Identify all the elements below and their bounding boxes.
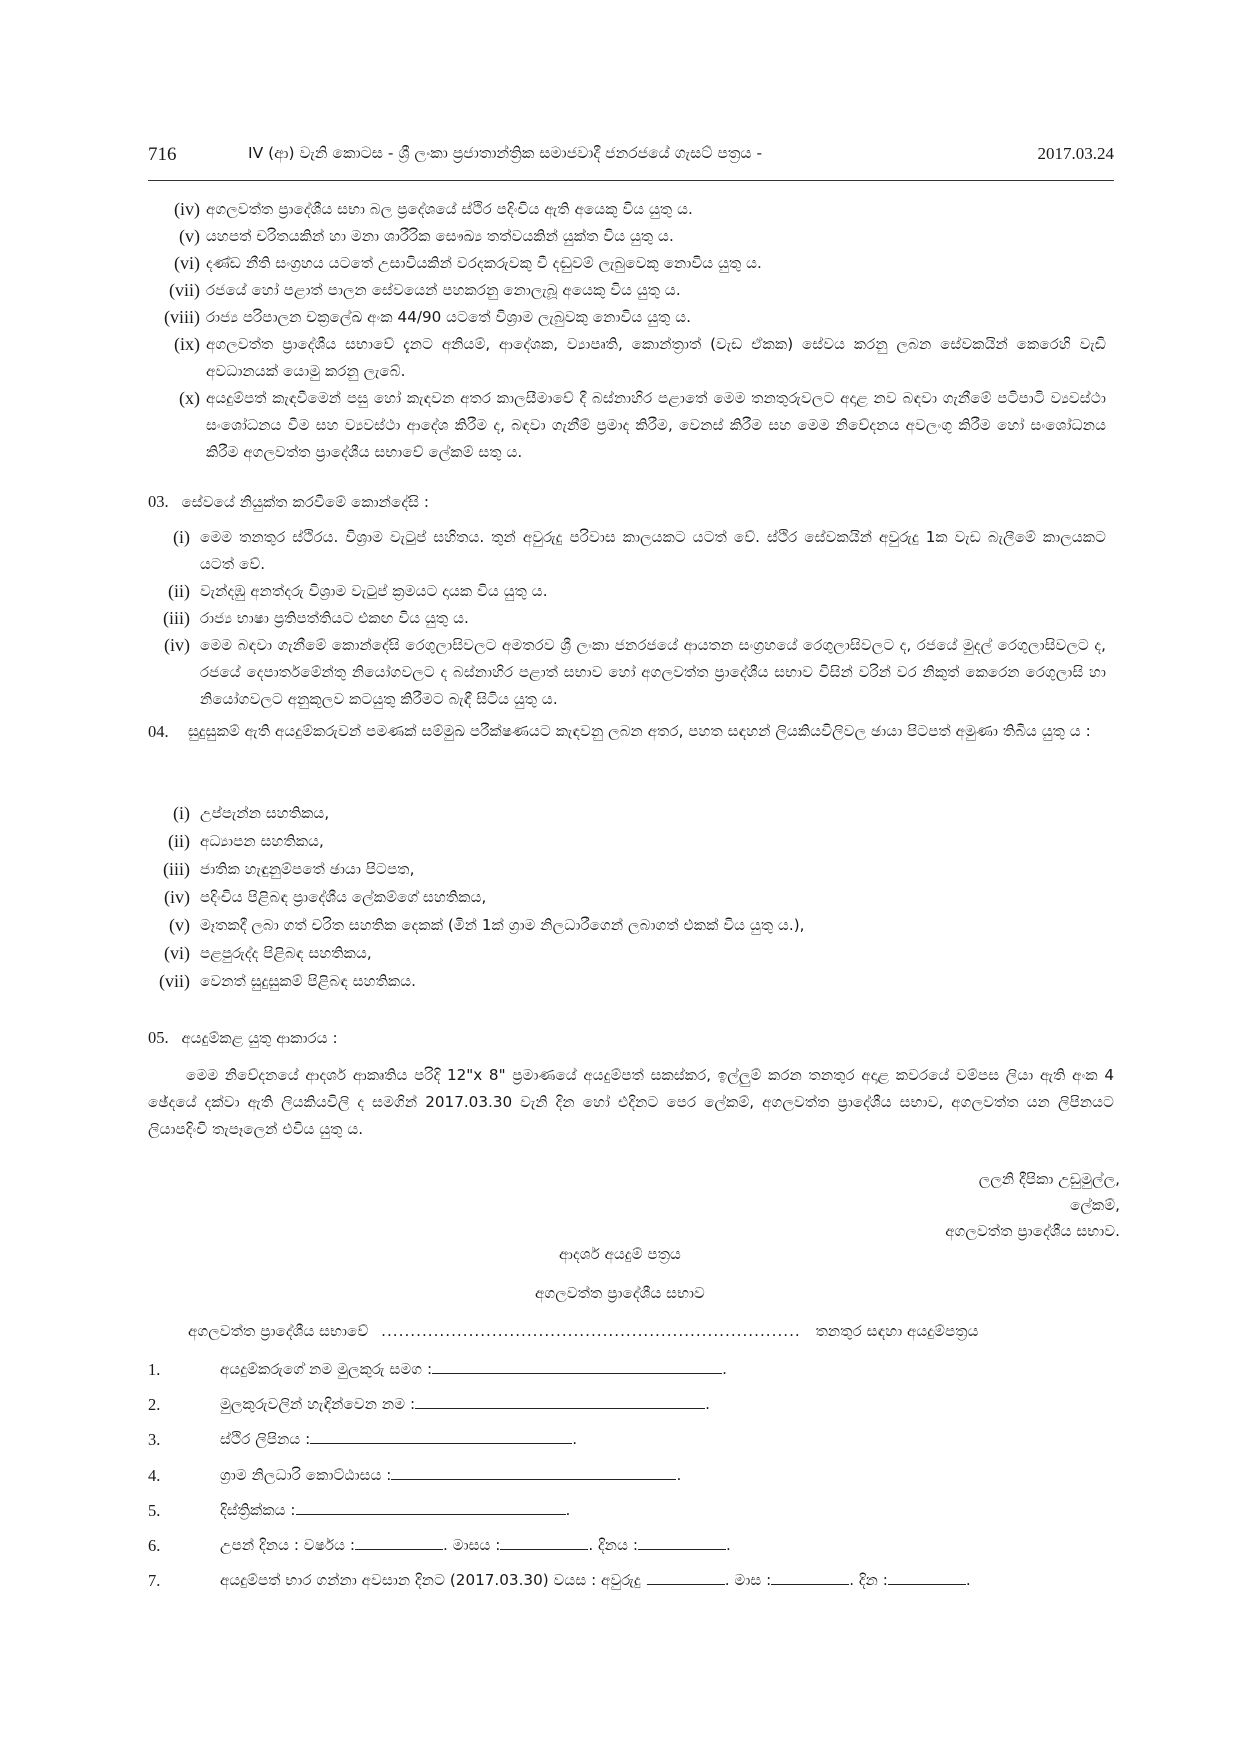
section-05-heading: 05. අයදුම්කළ යුතු ආකාරය : xyxy=(148,1028,338,1047)
section-05-body: මෙම නිවේදනයේ ආදර්ශ ආකෘතිය පරිදි 12"x 8" ප්‍රමාණයේ අයදුම්පත් සකස්කර, ඉල්ලුම් කරන තනතුර අදාළ කවරයේ වම්පස ලියා ඇති අංක 4 ඡේදයේ දක්වා ඇති ලියකියවිලි ද සමගින් 2017.03.30 වැනි දින හෝ එදිනට පෙර ලේකම්, අගලවත්ත ප්‍රාදේශීය සභාව, අගලවත්ත යන ලිපිනයට ලියාපදිංචි තැපෑලෙන් එවිය යුතු ය. xyxy=(148,1066,1114,1138)
gazette-date: 2017.03.24 xyxy=(1037,144,1114,163)
page-header xyxy=(148,142,1114,172)
birth-month-field[interactable] xyxy=(500,1537,588,1550)
district-field[interactable] xyxy=(296,1502,566,1515)
gazette-page: 716 IV (ආ) වැනි කොටස - ශ්‍රී ලංකා ප්‍රජාතාන්ත්‍රික සමාජවාදී ජනරජයේ ගැසට් පත්‍රය - 2017.03.24 (iv) අගලවත්ත ප්‍රාදේශීය සභා බල ප්‍රදේශයේ ස්ථිර පදිංචිය ඇති අයෙකු විය යුතු ය. (v) යහපත් චරිතයකින් හා මනා ශාරීරික සෞඛ්‍ය තත්වයකින් යුක්ත විය යුතු ය. (vi) දණ්ඩ නීති සංග්‍රහය යටතේ උසාවියකින් වරදකරුවකු වී දඬුවම් ලැබුවෙකු නොවිය යුතු ය. (vii) රජයේ හෝ පළාත් පාලන සේවයෙන් පහකරනු නොලැබූ අයෙකු විය යුතු ය. (viii) රාජ්‍ය පරිපාලන චක්‍රලේඛ අංක 44/90 යටතේ විශ්‍රාම ලැබුවකු නොවිය යුතු ය. (ix) අගලවත්ත ප්‍රාදේශීය සභාවේ දැනට අනියම්, ආදේශක, ව්‍යාපෘති, කොන්ත්‍රාත් (වැඩ ඒකක) සේවය කරනු ලබන සේවකයින් කෙරෙහි වැඩි අවධානයක් යොමු කරනු ලැබේ. (x) අයදුම්පත් කැඳවීමෙන් පසු හෝ කැඳවන අතර කාලසීමාවේ දී බස්නාහිර පළාතේ මෙම තනතුරුවලට අදාළ නව බඳවා ගැනීමේ පටිපාටි ව්‍යවස්ථා සංශෝධනය වීම සහ ව්‍යවස්ථා ආදේශ කිරීම ද, බඳවා ගැනීම් ප්‍රමාද කිරීම, වෙනස් කිරීම සහ මෙම නිවේදනය අවලංගු කිරීම හෝ සංශෝධනය කිරීම අගලවත්ත ප්‍රාදේශීය සභාවේ ලේකම් සතු ය. 03. සේවයේ නියුක්ත කරවීමේ කොන්දේසි : (i) මෙම තනතුර ස්ථිරය. විශ්‍රාම වැටුප් සහිතය. තුන් අවුරුදු පරිවාස කාලයකට යටත් වේ. ස්ථිර සේවකයින් අවුරුදු 1ක වැඩ බැලීමේ කාලයකට යටත් වේ. (ii) වැන්දඹු අනත්දරු විශ්‍රාම වැටුප් ක්‍රමයට දායක විය යුතු ය. (iii) රාජ්‍ය භාෂා ප්‍රතිපත්තියට එකඟ විය යුතු ය. (iv) මෙම බඳවා ගැනීමේ කොන්දේසි රෙගුලාසිවලට අමතරව ශ්‍රී ලංකා ජනරජයේ ආයතන සංග්‍රහයේ රෙගුලාසිවලට ද, රජයේ මුදල් රෙගුලාසිවලට ද, රජයේ දෙපාර්තමේන්තු නියෝගවලට ද බස්නාහිර පළාත් සභාව හෝ අගලවත්ත ප්‍රාදේශීය සභාව විසින් වරින් වර නිකුත් කෙරෙන රෙගුලාසි හා නියෝගවලට අනුකූලව කටයුතු කිරීමට බැඳී සිටිය යුතු ය. 04. සුදුසුකම් ඇති අයදුම්කරුවන් පමණක් සම්මුඛ පරීක්ෂණයට කැඳවනු ලබන අතර, පහත සඳහන් ලියකියවිලිවල ඡායා පිටපත් අමුණා තිබිය යුතු ය : (i) උප්පැන්න සහතිකය, (ii) අධ්‍යාපන සහතිකය, (iii) ජාතික හැඳුනුම්පතේ ඡායා පිටපත, (iv) පදිංචිය පිළිබඳ ප්‍රාදේශීය ලේකම්ගේ සහතිකය, (v) මෑතකදී ලබා ගත් චරිත සහතික දෙකක් (මින් 1ක් ග්‍රාම නිලධාරීගෙන් ලබාගත් එකක් විය යුතු ය.), (vi) පළපුරුද්ද පිළිබඳ සහතිකය, (vii) වෙනත් සුදුසුකම් පිළිබඳ සහතිකය. 05. අයදුම්කළ යුතු ආකාරය : මෙම නිවේදනයේ ආදර්ශ ආකෘතිය පරිදි 12"x 8" ප්‍රමාණයේ අයදුම්පත් සකස්කර, ඉල්ලුම් කරන තනතුර අදාළ කවරයේ වම්පස ලියා ඇති අංක 4 ඡේදයේ දක්වා ඇති ලියකියවිලි ද සමගින් 2017.03.30 වැනි දින හෝ එදිනට පෙර ලේකම්, අගලවත්ත ප්‍රාදේශීය සභාව, අගලවත්ත යන ලිපිනයට ලියාපදිංචි තැපෑලෙන් එවිය යුතු ය. ලලනි දීපිකා උඩුමුල්ල, ලේකම්, අගලවත්ත ප්‍රාදේශීය සභාව. ආදර්ශ අයදුම් පත්‍රය අගලවත්ත ප්‍රාදේශීය සභාව අගලවත්ත ප්‍රාදේශීය සභාවේ ........................................................................ තනතුර සඳහා අයදුම්පත්‍රය 1. අයදුම්කරුගේ නම මුලකුරු සමග : . 2. මුලකුරුවලින් හැඳින්වෙන නම : . 3. ස්ථිර ලිපිනය : . 4. ග්‍රාම නිලධාරි කොට්ඨාසය : . 5. දිස්ත්‍රික්කය : . 6. උපන් දිනය : වර්ෂය : . මාසය : . දිනය : . 7. අයදුම්පත් භාර ගන්නා අවසාන දිනට (2017.03.30) වයස : අවුරුදු . මාස : . දින : . xyxy=(0,0,1240,1754)
signatory-office: අගලවත්ත ප්‍රාදේශීය සභාව. xyxy=(945,1222,1120,1240)
signatory-name: ලලනි දීපිකා උඩුමුල්ල, xyxy=(978,1170,1120,1188)
birth-year-field[interactable] xyxy=(355,1537,443,1550)
signatory-role: ලේකම්, xyxy=(1069,1196,1120,1214)
permanent-address-field[interactable] xyxy=(310,1431,572,1444)
grama-niladhari-division-field[interactable] xyxy=(391,1467,676,1480)
header-divider xyxy=(148,180,1114,181)
section-03-heading: 03. සේවයේ නියුක්ත කරවීමේ කොන්දේසි : xyxy=(148,492,429,511)
form-title: ආදර්ශ අයදුම් පත්‍රය xyxy=(559,1245,681,1263)
form-subtitle: අගලවත්ත ප්‍රාදේශීය සභාව xyxy=(535,1284,705,1302)
name-denoted-by-initials-field[interactable] xyxy=(415,1396,705,1409)
age-years-field[interactable] xyxy=(647,1572,725,1585)
form-post-line: අගලවත්ත ප්‍රාදේශීය සභාවේ ........................................................................ තනතුර සඳහා අයදුම්පත්‍රය xyxy=(188,1322,979,1340)
birth-day-field[interactable] xyxy=(638,1537,726,1550)
name-with-initials-field[interactable] xyxy=(432,1361,722,1374)
gazette-title: IV (ආ) වැනි කොටස - ශ්‍රී ලංකා ප්‍රජාතාන්ත්‍රික සමාජවාදී ජනරජයේ ගැසට් පත්‍රය - xyxy=(248,144,763,162)
post-name-blank[interactable]: ........................................................................ xyxy=(381,1322,801,1340)
page-number: 716 xyxy=(148,144,177,165)
signature-block xyxy=(945,1166,1120,1244)
age-months-field[interactable] xyxy=(771,1572,849,1585)
age-days-field[interactable] xyxy=(888,1572,966,1585)
